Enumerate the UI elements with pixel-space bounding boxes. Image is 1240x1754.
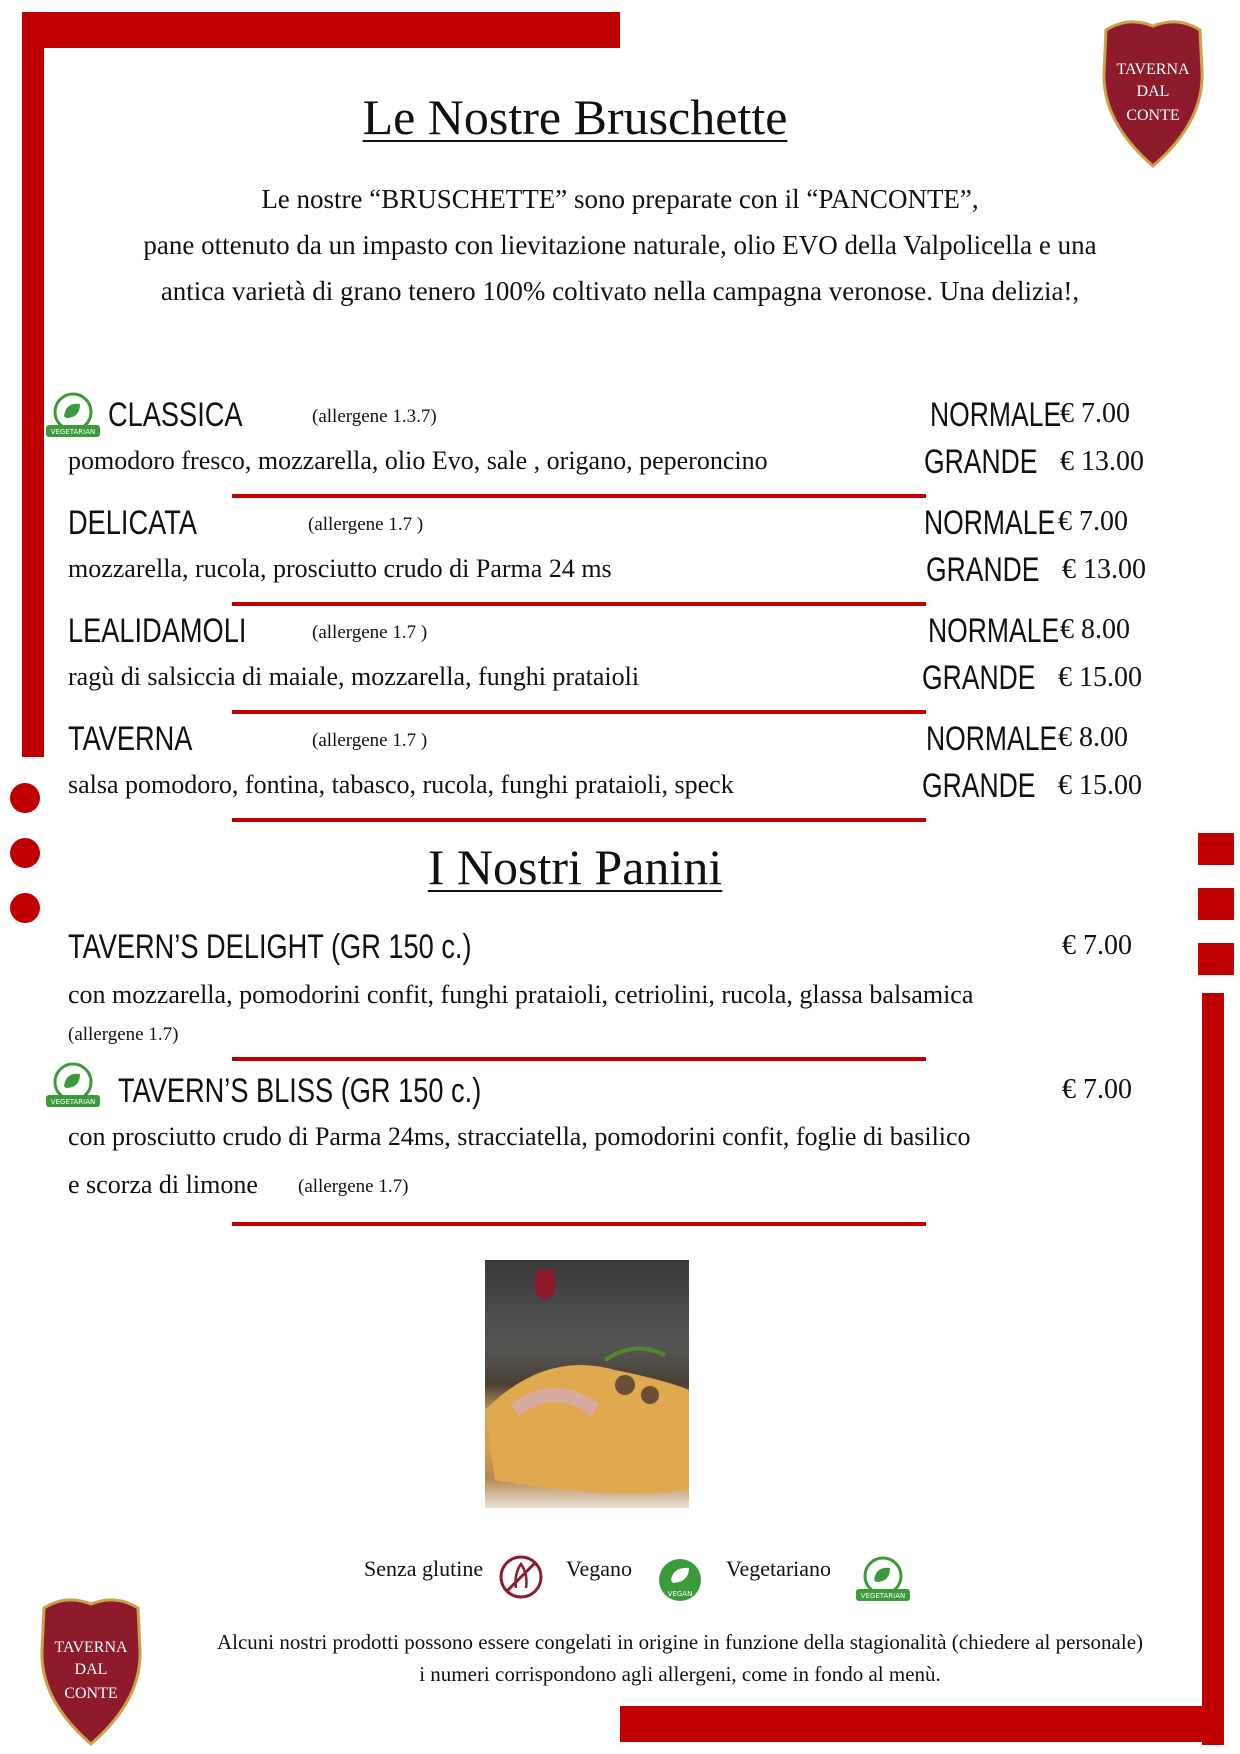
vegetarian-icon [854, 1556, 912, 1604]
food-photo [485, 1260, 689, 1508]
price: € 8.00 [1058, 722, 1128, 753]
bruschetta-allergens: (allergene 1.3.7) [312, 406, 437, 427]
size-label: GRANDE [924, 443, 1038, 481]
price: € 7.00 [1060, 398, 1130, 429]
taverna-logo [36, 1590, 146, 1750]
svg-text:VEGETARIAN: VEGETARIAN [860, 1592, 906, 1600]
price: € 8.00 [1060, 614, 1130, 645]
intro-line: Le nostre “BRUSCHETTE” sono preparate con il “PANCONTE”, [261, 184, 979, 214]
bruschetta-description: ragù di salsiccia di maiale, mozzarella, funghi prataioli [68, 662, 640, 691]
decor-square [1198, 833, 1234, 865]
decor-square [1198, 888, 1234, 920]
svg-text:VEGETARIAN: VEGETARIAN [50, 1098, 96, 1106]
price: € 7.00 [1058, 506, 1128, 537]
bruschetta-description: mozzarella, rucola, prosciutto crudo di Parma 24 ms [68, 554, 612, 583]
separator-line [232, 710, 926, 714]
svg-text:VEGETARIAN: VEGETARIAN [50, 428, 96, 436]
size-label: GRANDE [922, 767, 1036, 805]
panino-description: e scorza di limone [68, 1170, 258, 1199]
separator-line [232, 1057, 926, 1061]
footer-note [180, 1626, 1180, 1690]
price: € 7.00 [1062, 930, 1132, 961]
bruschetta-name: CLASSICA [108, 396, 243, 434]
svg-text:VEGAN: VEGAN [667, 1590, 693, 1598]
bruschetta-allergens: (allergene 1.7 ) [312, 622, 428, 643]
size-label: NORMALE [926, 720, 1058, 758]
intro-line: antica varietà di grano tenero 100% coltivato nella campagna veronose. Una delizia!, [160, 276, 1080, 306]
size-label: GRANDE [926, 551, 1040, 589]
vegetarian-icon [44, 1062, 102, 1110]
frame-top-bar [22, 12, 620, 48]
separator-line [232, 602, 926, 606]
frame-bottom-bar [620, 1706, 1224, 1742]
panino-name: TAVERN’S BLISS (GR 150 c.) [118, 1072, 482, 1110]
separator-line [232, 818, 926, 822]
decor-dot [10, 783, 40, 813]
vegan-icon [656, 1556, 704, 1604]
logo-text: DAL [74, 1661, 108, 1678]
vegetarian-icon [44, 392, 102, 440]
logo-text: CONTE [64, 1685, 118, 1702]
size-label: NORMALE [924, 504, 1056, 542]
price: € 15.00 [1058, 770, 1142, 801]
bruschetta-description: pomodoro fresco, mozzarella, olio Evo, sale , origano, peperoncino [68, 446, 768, 475]
size-label: NORMALE [928, 612, 1060, 650]
bruschetta-allergens: (allergene 1.7 ) [312, 730, 428, 751]
panino-allergens: (allergene 1.7) [298, 1176, 409, 1197]
legend-vegetarian-label: Vegetariano [726, 1556, 832, 1581]
size-label: NORMALE [930, 396, 1062, 434]
logo-text: TAVERNA [54, 1639, 128, 1656]
footer-line: Alcuni nostri prodotti possono essere congelati in origine in funzione della stagionalità (chiedere al personale) [216, 1630, 1144, 1654]
logo-text: TAVERNA [1116, 61, 1190, 78]
separator-line [232, 494, 926, 498]
logo-text: CONTE [1126, 107, 1180, 124]
bruschetta-name: LEALIDAMOLI [68, 612, 247, 650]
intro-line: pane ottenuto da un impasto con lievitazione naturale, olio EVO della Valpolicella e una [143, 230, 1097, 260]
bruschetta-allergens: (allergene 1.7 ) [308, 514, 424, 535]
section-title-bruschette: Le Nostre Bruschette [362, 89, 788, 145]
panino-description: con prosciutto crudo di Parma 24ms, stracciatella, pomodorini confit, foglie di basilico [68, 1122, 971, 1151]
footer-line: i numeri corrispondono agli allergeni, come in fondo al menù. [419, 1662, 941, 1686]
panino-allergens: (allergene 1.7) [68, 1024, 179, 1045]
decor-dot [10, 893, 40, 923]
panino-name: TAVERN’S DELIGHT (GR 150 c.) [68, 928, 472, 966]
price: € 15.00 [1058, 662, 1142, 693]
bruschetta-description: salsa pomodoro, fontina, tabasco, rucola, funghi prataioli, speck [68, 770, 734, 799]
section-title-panini: I Nostri Panini [427, 839, 723, 895]
size-label: GRANDE [922, 659, 1036, 697]
bruschetta-name: DELICATA [68, 504, 197, 542]
gluten-free-icon [498, 1554, 544, 1600]
separator-line [232, 1222, 926, 1226]
price: € 7.00 [1062, 1074, 1132, 1105]
panino-description: con mozzarella, pomodorini confit, funghi prataioli, cetriolini, rucola, glassa balsamica [68, 980, 974, 1009]
price: € 13.00 [1062, 554, 1146, 585]
logo-text: DAL [1136, 83, 1170, 100]
decor-square [1198, 943, 1234, 975]
legend-gluten-free-label: Senza glutine [364, 1556, 484, 1581]
legend-vegan-label: Vegano [566, 1556, 632, 1581]
bruschetta-name: TAVERNA [68, 720, 193, 758]
intro-text [60, 176, 1180, 314]
frame-right-bar [1202, 993, 1224, 1745]
price: € 13.00 [1060, 446, 1144, 477]
